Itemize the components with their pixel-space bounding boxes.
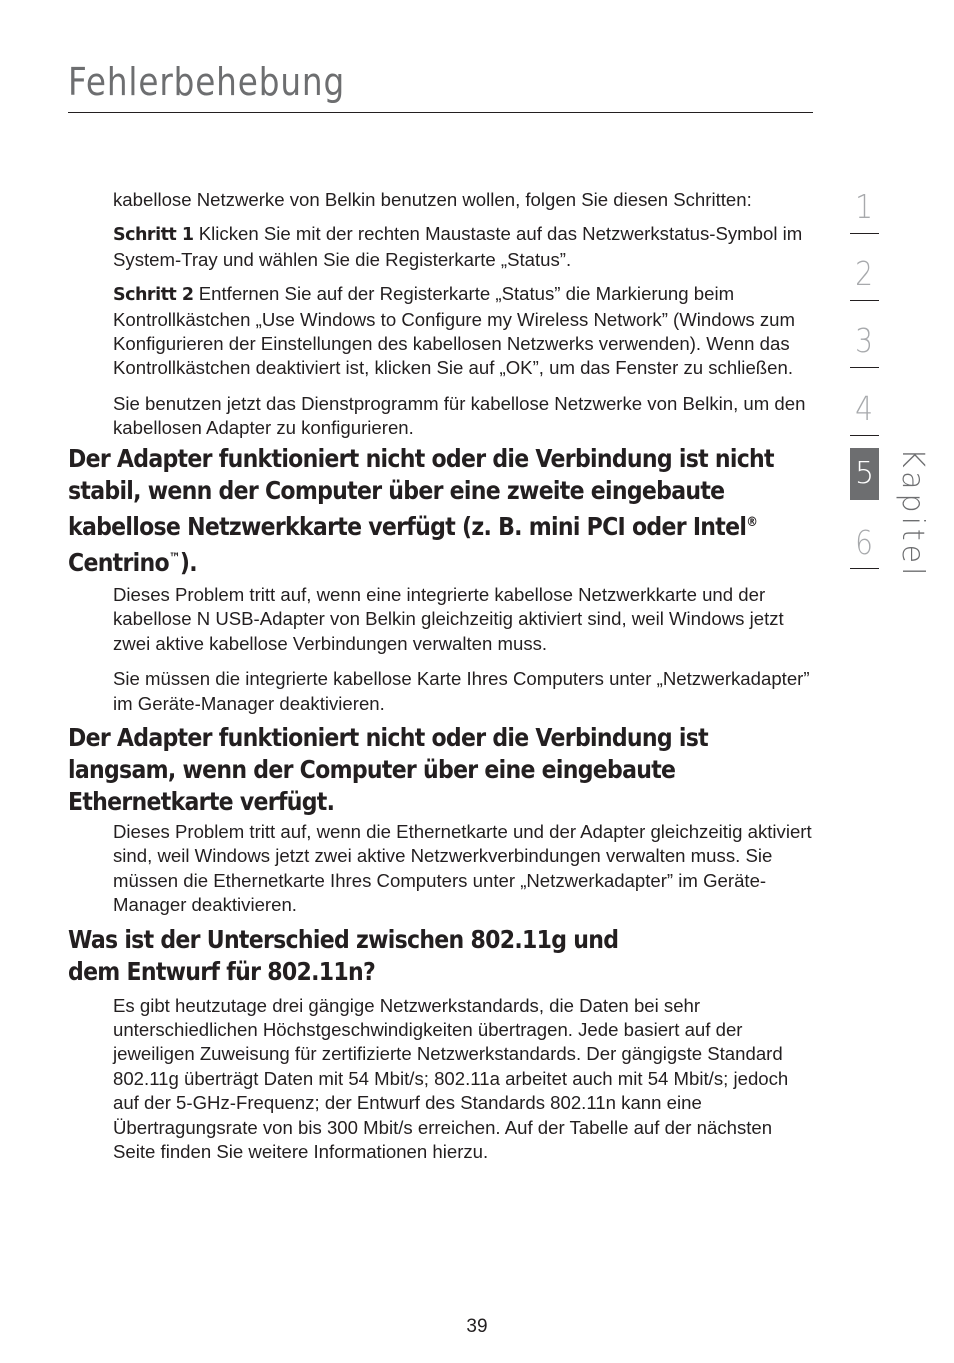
section-1-paragraph-2: Sie müssen die integrierte kabellose Karte Ihres Computers unter „Netzwerkadapter” im Geräte-Manager deaktivieren.: [113, 668, 810, 714]
chapter-2[interactable]: 2: [855, 254, 873, 293]
intro-paragraph: kabellose Netzwerke von Belkin benutzen wollen, folgen Sie diesen Schritten:: [113, 189, 752, 210]
chapter-3[interactable]: 3: [855, 321, 873, 360]
section-1-heading-mid: Centrino: [68, 547, 169, 577]
section-1-heading-end: ).: [179, 547, 197, 577]
chapter-divider: [850, 568, 879, 569]
title-rule: [68, 112, 813, 113]
chapter-6[interactable]: 6: [855, 523, 873, 562]
section-1-paragraph-1: Dieses Problem tritt auf, wenn eine integrierte kabellose Netzwerkkarte und der kabellose N USB-Adapter von Belkin gleichzeitig aktiviert sind, weil Windows jetzt zwei aktive kabellose Verbindungen verwalten muss.: [113, 583, 784, 654]
chapter-4[interactable]: 4: [855, 389, 873, 428]
section-2-heading: Der Adapter funktioniert nicht oder die Verbindung ist langsam, wenn der Computer über eine eingebaute Ethernetkarte verfügt.: [68, 723, 708, 816]
page-title: Fehlerbehebung: [68, 60, 346, 104]
main-content: [68, 188, 818, 1164]
kapitel-label: Kapitel: [895, 448, 930, 580]
step-1-text: Klicken Sie mit der rechten Maustaste auf das Netzwerkstatus-Symbol im System-Tray und wählen Sie die Registerkarte „Status”.: [113, 223, 803, 270]
page-number: 39: [466, 1316, 488, 1337]
step-1: [113, 222, 818, 272]
intro-final-paragraph: Sie benutzen jetzt das Dienstprogramm für kabellose Netzwerke von Belkin, um den kabellosen Adapter zu konfigurieren.: [113, 392, 806, 439]
section-2-paragraph: Dieses Problem tritt auf, wenn die Ethernetkarte und der Adapter gleichzeitig aktiviert sind, weil Windows jetzt zwei aktive Netzwerkverbindungen verwalten muss. Sie müssen die Ethernetkarte Ihres Computers unter „Netzwerkadapter” im Geräte-Manager deaktivieren.: [113, 821, 812, 916]
chapter-divider: [850, 367, 879, 368]
chapter-5-active[interactable]: 5: [850, 448, 879, 500]
section-1-heading-main: Der Adapter funktioniert nicht oder die Verbindung ist nicht stabil, wenn der Computer über eine zweite eingebaute kabellose Netzwerkkarte verfügt (z. B. mini PCI oder Intel: [68, 443, 774, 541]
chapter-divider: [850, 233, 879, 234]
section-3-paragraph: Es gibt heutzutage drei gängige Netzwerkstandards, die Daten bei sehr unterschiedlichen Höchstgeschwindigkeiten übertragen. Jede basiert auf der jeweiligen Zuweisung für zertifizierte Netzwerkstandards. Der gängigste Standard 802.11g überträgt Daten mit 54 Mbit/s; 802.11a arbeitet auch mit 54 Mbit/s; jedoch auf der 5-GHz-Frequenz; der Entwurf des Standards 802.11n kann eine Übertragungsrate von bis 300 Mbit/s erreichen. Auf der Tabelle auf der nächsten Seite finden Sie weitere Informationen hierzu.: [113, 994, 789, 1163]
step-2-label: Schritt 2: [113, 285, 194, 306]
step-2-text: Entfernen Sie auf der Registerkarte „Status” die Markierung beim Kontrollkästchen „Use Windows to Configure my Wireless Network” (Windows zum Konfigurieren der Einstellungen des kabellosen Netzwerks verwenden). Wenn das Kontrollkästchen deaktiviert ist, klicken Sie auf „OK”, um das Fenster zu schließen.: [113, 283, 795, 379]
registered-mark: ®: [746, 514, 758, 530]
chapter-divider: [850, 435, 879, 436]
step-2: [113, 282, 818, 381]
section-1-heading: [68, 443, 815, 579]
step-1-label: Schritt 1: [113, 225, 194, 246]
chapter-1[interactable]: 1: [855, 187, 873, 226]
trademark-mark: ™: [168, 550, 180, 566]
section-3-heading: Was ist der Unterschied zwischen 802.11g und dem Entwurf für 802.11n?: [68, 924, 619, 986]
chapter-divider: [850, 300, 879, 301]
